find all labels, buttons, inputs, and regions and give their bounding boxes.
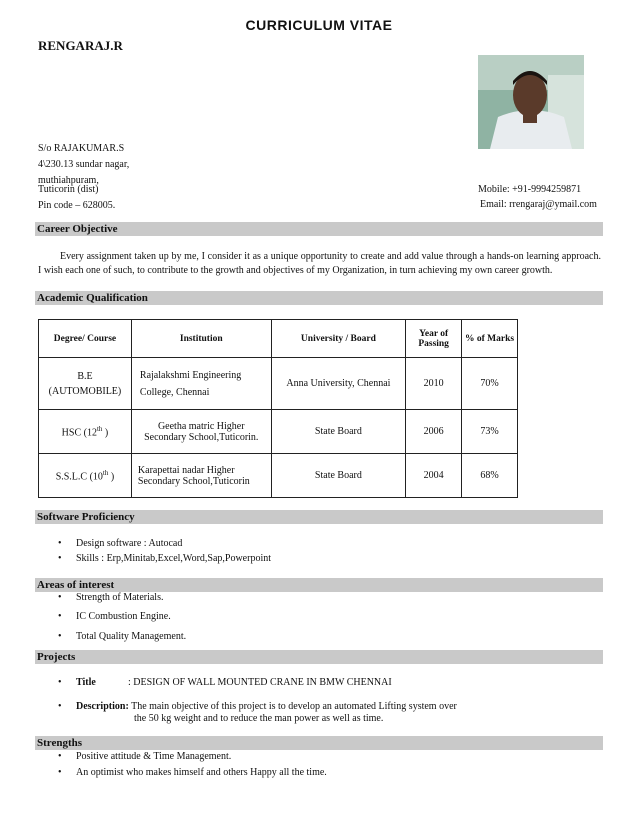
cell-degree xyxy=(39,358,132,410)
header-year xyxy=(406,320,462,358)
header-degree: Degree/ Course xyxy=(39,320,132,358)
cell-marks: 70% xyxy=(462,358,518,410)
list-item-text: Skills : Erp,Minitab,Excel,Word,Sap,Powerpoint xyxy=(76,553,272,564)
document-title: CURRICULUM VITAE xyxy=(245,17,393,33)
degree-main: HSC (12 xyxy=(61,427,97,439)
list-item-text: Design software : Autocad xyxy=(76,538,183,549)
cell-year: 2006 xyxy=(406,410,462,454)
list-item-text: Positive attitude & Time Management. xyxy=(76,751,232,762)
table-row xyxy=(39,358,518,410)
project-description-label: Description: xyxy=(76,701,129,712)
header-board: University / Board xyxy=(271,320,406,358)
header-year-text: Year of Passing xyxy=(418,328,449,349)
degree-sup: th xyxy=(96,424,103,433)
table-row xyxy=(39,454,518,498)
project-title-label: Title xyxy=(76,677,96,688)
header-marks xyxy=(462,320,518,358)
institution-line-2: Secondary School,Tuticorin xyxy=(137,475,250,487)
career-objective-text: Every assignment taken up by me, I consider it as a unique opportunity to create and add value through a hands-on learning approach. I wish each one of such, to contribute to the growth and objectives of my Organization, in turn achieving my own career growth. xyxy=(38,251,601,276)
cell-board: State Board xyxy=(271,454,406,498)
cell-marks: 73% xyxy=(462,410,518,454)
section-projects: Projects xyxy=(35,650,603,664)
institution-line-2: College, Chennai xyxy=(139,386,210,398)
academic-table xyxy=(38,319,518,498)
institution-line-1: Rajalakshmi Engineering xyxy=(139,369,242,381)
bullet-icon: • xyxy=(58,592,62,603)
cell-institution xyxy=(131,358,271,410)
cell-year: 2004 xyxy=(406,454,462,498)
degree-end: ) xyxy=(102,427,109,439)
list-item xyxy=(58,592,163,603)
bullet-icon: • xyxy=(58,538,62,549)
address-line-2: 4\230.13 sundar nagar, xyxy=(38,159,130,170)
list-item-text: Strength of Materials. xyxy=(76,592,164,603)
project-description-row xyxy=(58,701,457,712)
bullet-icon: • xyxy=(58,677,62,688)
bullet-icon: • xyxy=(58,767,62,778)
degree-main: S.S.L.C (10 xyxy=(55,471,103,483)
cell-year: 2010 xyxy=(406,358,462,410)
project-title-row xyxy=(58,677,392,688)
section-areas-of-interest: Areas of interest xyxy=(35,578,603,592)
bullet-icon: • xyxy=(58,553,62,564)
list-item xyxy=(58,611,171,622)
header-institution: Institution xyxy=(131,320,271,358)
cell-board: Anna University, Chennai xyxy=(271,358,406,410)
list-item xyxy=(58,751,231,762)
project-description-line-2: the 50 kg weight and to reduce the man power as well as time. xyxy=(134,713,384,724)
cell-degree xyxy=(39,410,132,454)
bullet-icon: • xyxy=(58,611,62,622)
list-item xyxy=(58,631,186,642)
address-line-3: muthiahpuram, xyxy=(38,175,99,186)
section-career-objective: Career Objective xyxy=(35,222,603,236)
bullet-icon: • xyxy=(58,631,62,642)
section-software-proficiency: Software Proficiency xyxy=(35,510,603,524)
candidate-name: RENGARAJ.R xyxy=(38,38,123,53)
degree-main: B.E xyxy=(77,370,93,382)
bullet-icon: • xyxy=(58,751,62,762)
table-header-row xyxy=(39,320,518,358)
section-strengths: Strengths xyxy=(35,736,603,750)
degree-sup: th xyxy=(102,468,109,477)
cell-marks: 68% xyxy=(462,454,518,498)
list-item-text: IC Combustion Engine. xyxy=(76,611,171,622)
institution-line-2: Secondary School,Tuticorin. xyxy=(144,431,259,443)
header-marks-text: % of Marks xyxy=(465,333,515,344)
email-address[interactable]: Email: rrengaraj@ymail.com xyxy=(480,199,597,210)
degree-end: ) xyxy=(108,471,115,483)
cell-board: State Board xyxy=(271,410,406,454)
bullet-icon: • xyxy=(58,701,62,712)
profile-photo xyxy=(478,55,584,149)
cell-degree xyxy=(39,454,132,498)
table-row xyxy=(39,410,518,454)
list-item xyxy=(58,538,182,549)
list-item xyxy=(58,553,271,564)
section-academic-qualification: Academic Qualification xyxy=(35,291,603,305)
address-line-4: Tuticorin (dist) xyxy=(38,184,99,195)
cell-institution xyxy=(131,410,271,454)
project-description-line-1: The main objective of this project is to develop an automated Lifting system over xyxy=(131,701,457,712)
institution-line-1: Karapettai nadar Higher xyxy=(137,464,235,476)
degree-sub: (AUTOMOBILE) xyxy=(48,385,122,397)
list-item-text: An optimist who makes himself and others Happy all the time. xyxy=(76,767,327,778)
address-line-1: S/o RAJAKUMAR.S xyxy=(38,143,125,154)
list-item-text: Total Quality Management. xyxy=(76,631,187,642)
address-line-5: Pin code – 628005. xyxy=(38,200,116,211)
mobile-number: Mobile: +91-9994259871 xyxy=(478,184,582,195)
cell-institution xyxy=(131,454,271,498)
list-item xyxy=(58,767,327,778)
project-title-value: : DESIGN OF WALL MOUNTED CRANE IN BMW CHENNAI xyxy=(128,677,392,688)
institution-line-1: Geetha matric Higher xyxy=(157,420,245,432)
